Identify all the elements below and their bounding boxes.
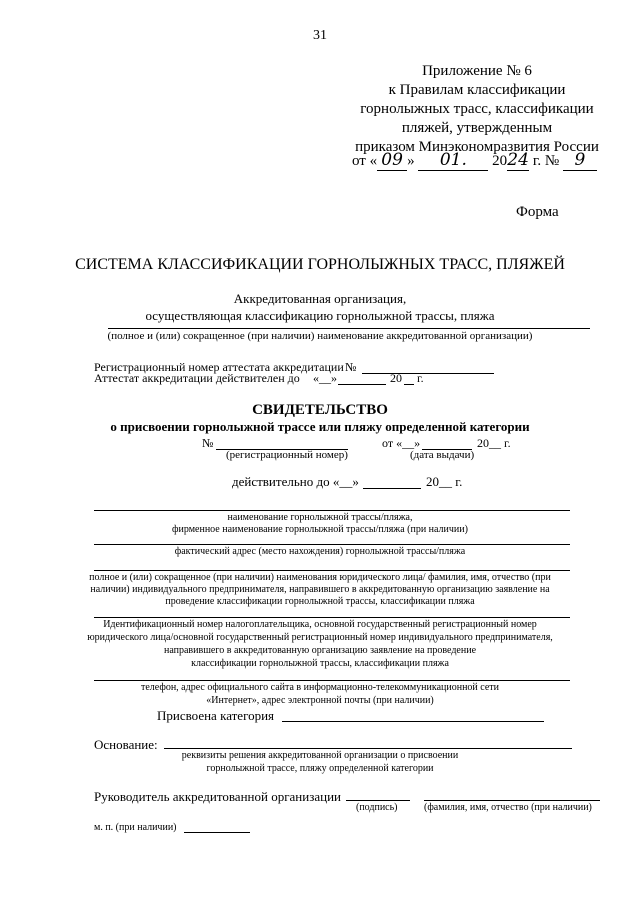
cert-date-caption: (дата выдачи)	[410, 449, 475, 461]
valid-year-end: г.	[417, 371, 424, 385]
category-field[interactable]	[282, 721, 544, 722]
reg-label: Регистрационный номер аттестата аккредитации	[94, 360, 344, 374]
accredited-org-line1: Аккредитованная организация,	[233, 291, 407, 306]
applicant-field[interactable]	[94, 570, 570, 571]
applicant-caption-3: проведение классификации горнолыжной трассы, классификации пляжа	[165, 596, 475, 607]
fio-caption: (фамилия, имя, отчество (при наличии)	[424, 802, 592, 813]
contacts-field[interactable]	[94, 680, 570, 681]
date-mid: »	[407, 153, 415, 169]
cert-no-label: №	[202, 436, 214, 450]
appendix-line: горнолыжных трасс, классификации	[360, 101, 594, 117]
cert-reg-caption: (регистрационный номер)	[226, 449, 348, 461]
name-caption-2: фирменное наименование горнолыжной трассы/пляжа (при наличии)	[172, 524, 468, 535]
applicant-caption-2: наличии) индивидуального предпринимателя, направившего в аккредитованную организацию заявление на	[90, 584, 550, 595]
appendix-line: приказом Минэкономразвития России	[355, 139, 599, 155]
applicant-caption-1: полное и (или) сокращенное (при наличии) наименования юридического лица/ фамилия, имя, отчество (при	[89, 572, 551, 583]
valid-month-field[interactable]	[338, 384, 386, 385]
valid-date: «__»	[313, 371, 337, 385]
accredited-org-line2: осуществляющая классификацию горнолыжной трассы, пляжа	[145, 308, 495, 323]
appendix-line: Приложение № 6	[422, 63, 532, 79]
inn-caption-2: юридического лица/основной государственный регистрационный номер индивидуального предпринимателя,	[87, 632, 553, 643]
certificate-title: СВИДЕТЕЛЬСТВО	[252, 402, 388, 418]
signature-field[interactable]	[346, 800, 410, 801]
accredited-org-caption: (полное и (или) сокращенное (при наличии) наименование аккредитованной организации)	[107, 330, 533, 342]
basis-label: Основание:	[94, 737, 158, 752]
basis-caption-2: горнолыжной трассе, пляжу определенной категории	[206, 763, 434, 774]
inn-field[interactable]	[94, 617, 570, 618]
name-caption-1: наименование горнолыжной трассы/пляжа,	[227, 512, 413, 523]
form-label: Форма	[516, 204, 559, 220]
accredited-org-field[interactable]	[108, 328, 590, 329]
valid-until-field[interactable]	[363, 488, 421, 489]
main-title: СИСТЕМА КЛАССИФИКАЦИИ ГОРНОЛЫЖНЫХ ТРАСС, ПЛЯЖЕЙ	[75, 256, 565, 273]
valid-until-year: 20__ г.	[426, 474, 463, 489]
date-month: 01.	[418, 150, 488, 171]
inn-caption-3: направившего в аккредитованную организацию заявление на проведение	[163, 645, 477, 656]
stamp-label: м. п. (при наличии)	[94, 822, 177, 833]
order-number: 9	[563, 150, 597, 171]
basis-caption-1: реквизиты решения аккредитованной организации о присвоении	[181, 750, 459, 761]
valid-until-label: действительно до «__»	[232, 474, 359, 489]
head-label: Руководитель аккредитованной организации	[94, 789, 341, 804]
name-field[interactable]	[94, 510, 570, 511]
date-year-prefix: 20	[492, 153, 508, 169]
appendix-line: к Правилам классификации	[388, 82, 566, 98]
reg-no-field[interactable]	[362, 373, 494, 374]
category-label: Присвоена категория	[157, 708, 275, 723]
basis-field[interactable]	[164, 748, 572, 749]
date-day: 09	[377, 150, 407, 171]
contacts-caption-2: «Интернет», адрес электронной почты (при наличии)	[206, 695, 434, 706]
cert-date-label: от «__»	[382, 436, 421, 450]
page-number: 31	[313, 28, 327, 43]
certificate-subtitle: о присвоении горнолыжной трассе или пляжу определенной категории	[110, 419, 530, 434]
appendix-date	[352, 150, 597, 171]
date-prefix: от «	[352, 153, 378, 169]
date-year-suffix: 24	[507, 150, 529, 170]
address-caption: фактический адрес (место нахождения) горнолыжной трассы/пляжа	[174, 546, 466, 557]
fio-field[interactable]	[424, 800, 600, 801]
valid-year: 20	[390, 371, 402, 385]
stamp-field[interactable]	[184, 832, 250, 833]
cert-year-label: 20__ г.	[477, 436, 511, 450]
date-year-end: г. №	[532, 153, 560, 169]
valid-label: Аттестат аккредитации действителен до	[94, 371, 300, 385]
appendix-line: пляжей, утвержденным	[401, 120, 553, 136]
valid-year-field[interactable]	[404, 384, 414, 385]
inn-caption-1: Идентификационный номер налогоплательщика, основной государственный регистрационный номер	[103, 619, 537, 630]
signature-caption: (подпись)	[356, 802, 398, 813]
reg-no-label: №	[345, 360, 357, 374]
inn-caption-4: классификации горнолыжной трассы, классификации пляжа	[191, 658, 449, 669]
appendix-block	[352, 62, 602, 157]
contacts-caption-1: телефон, адрес официального сайта в информационно-телекоммуникационной сети	[140, 682, 499, 693]
address-field[interactable]	[94, 544, 570, 545]
